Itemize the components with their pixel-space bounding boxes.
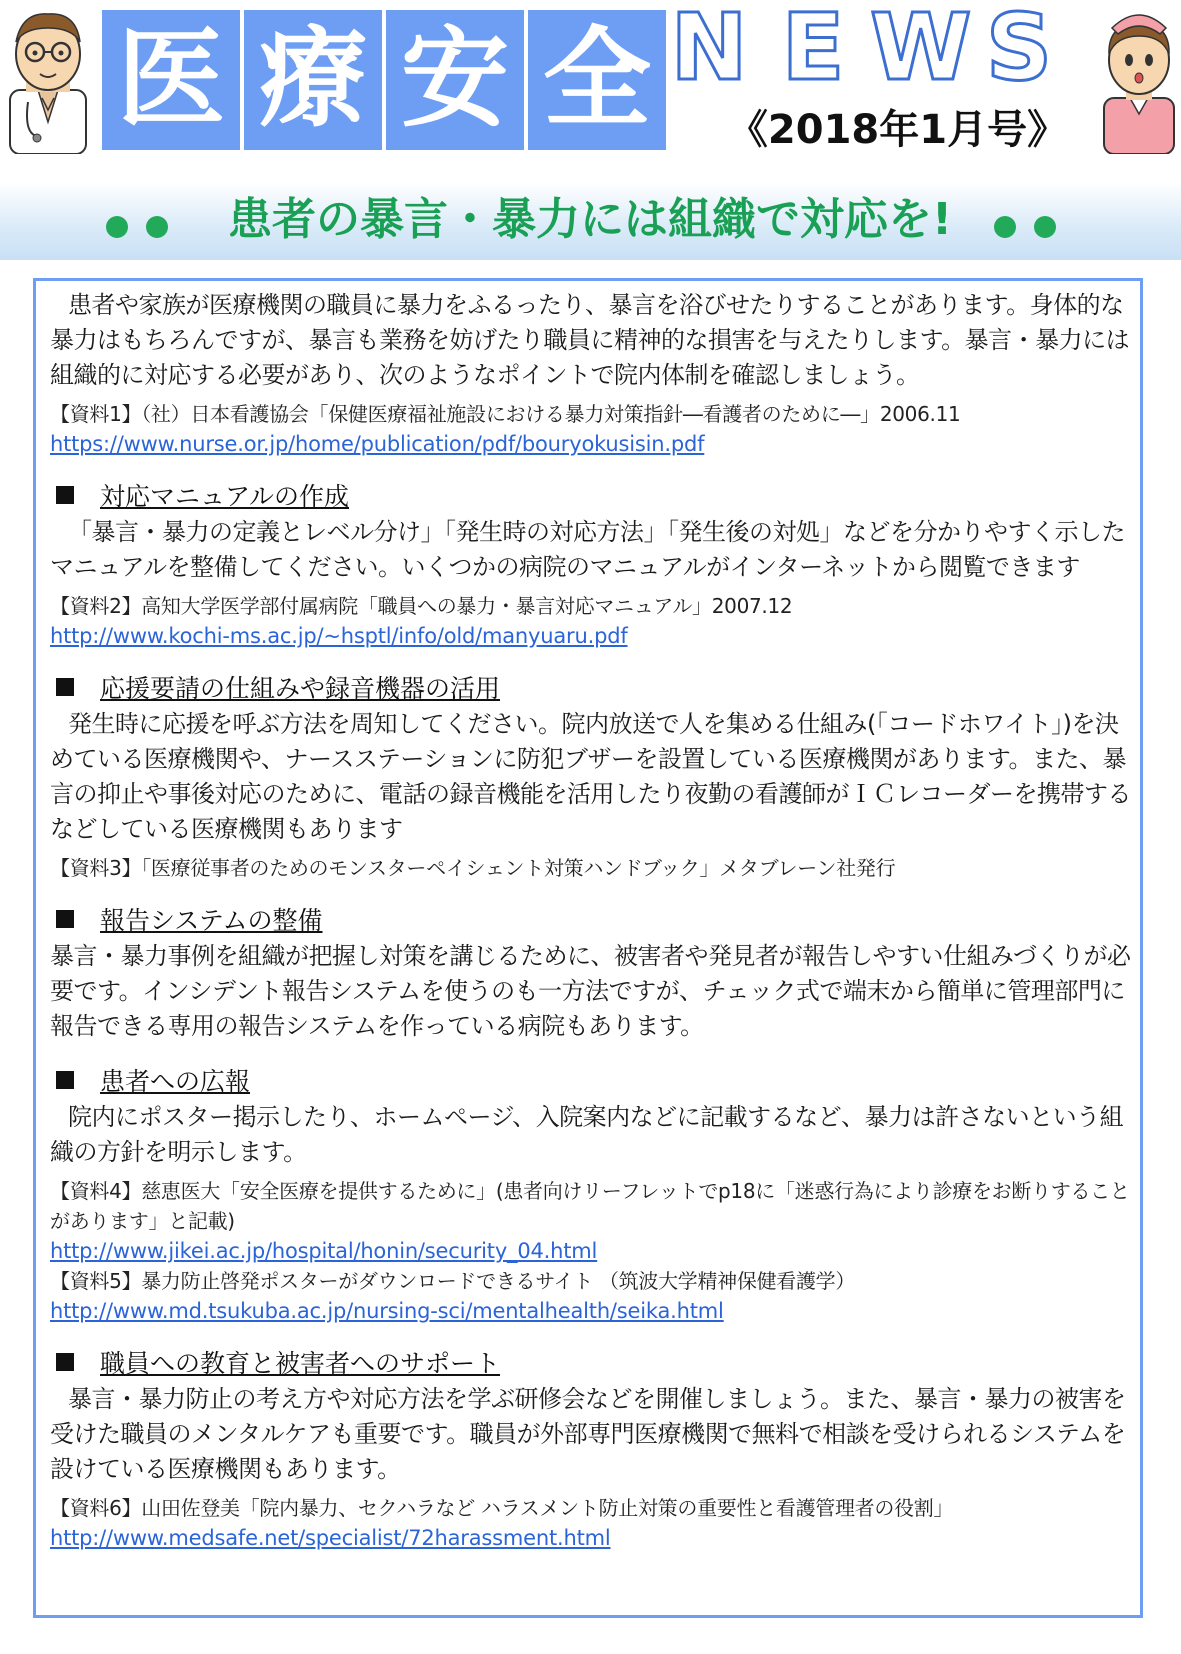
section-heading: [50, 1064, 1140, 1100]
news-letter: E: [772, 2, 854, 94]
dot-icon: [146, 216, 168, 238]
intro-paragraph: 患者や家族が医療機関の職員に暴力をふるったり、暴言を浴びせたりすることがあります。身体的な暴力はもちろんですが、暴言も業務を妨げたり職員に精神的な損害を与えたりします。暴言・暴力には組織的に対応する必要があり、次のようなポイントで院内体制を確認しましょう。: [50, 291, 1130, 389]
reference-link[interactable]: https://www.nurse.or.jp/home/publication/pdf/bouryokusisin.pdf: [50, 432, 705, 456]
square-bullet-icon: [56, 678, 74, 696]
doctor-illustration-icon: [2, 2, 94, 154]
news-letter: W: [870, 0, 972, 101]
dot-icon: [106, 216, 128, 238]
section-heading: [50, 1346, 1140, 1382]
reference-link[interactable]: http://www.kochi-ms.ac.jp/~hsptl/info/old/manyuaru.pdf: [50, 624, 628, 648]
article-body: [50, 288, 1140, 1553]
dot-icon: [1034, 216, 1056, 238]
section-body: 暴言・暴力事例を組織が把握し対策を講じるために、被害者や発見者が報告しやすい仕組みづくりが必要です。インシデント報告システムを使うのも一方法ですが、チェック式で端末から簡単に管理部門に報告できる専用の報告システムを作っている病院もあります。: [50, 942, 1131, 1040]
dot-icon: [994, 216, 1016, 238]
headline: 患者の暴言・暴力には組織で対応を!: [227, 194, 953, 245]
section-title: 職員への教育と被害者へのサポート: [100, 1349, 501, 1378]
section-body: 発生時に応援を呼ぶ方法を周知してください。院内放送で人を集める仕組み(「コードホワイト」)を決めている医療機関や、ナースステーションに防犯ブザーを設置している医療機関があります。また、暴言の抑止や事後対応のために、電話の録音機能を活用したり夜勤の看護師がＩＣレコーダーを携帯するなどしている医療機関もあります: [50, 710, 1131, 843]
square-bullet-icon: [56, 486, 74, 504]
section-body: 「暴言・暴力の定義とレベル分け」「発生時の対応方法」「発生後の対処」などを分かりやすく示したマニュアルを整備してください。いくつかの病院のマニュアルがインターネットから閲覧できます: [50, 518, 1125, 581]
reference-note: 【資料5】暴力防止啓発ポスターがダウンロードできるサイト （筑波大学精神保健看護学）: [50, 1269, 856, 1293]
news-letter: N: [668, 2, 750, 94]
reference-link[interactable]: http://www.jikei.ac.jp/hospital/honin/security_04.html: [50, 1239, 598, 1263]
section-title: 対応マニュアルの作成: [100, 482, 350, 511]
section-title: 応援要請の仕組みや録音機器の活用: [100, 674, 501, 703]
section-heading: [50, 671, 1140, 707]
reference-link[interactable]: http://www.md.tsukuba.ac.jp/nursing-sci/mentalhealth/seika.html: [50, 1299, 724, 1323]
reference-note: 【資料1】（社）日本看護協会「保健医療福祉施設における暴力対策指針―看護者のために―」2006.11: [50, 402, 961, 426]
section-heading: [50, 479, 1140, 515]
title-kanji-box: 療: [244, 10, 382, 150]
square-bullet-icon: [56, 1071, 74, 1089]
title-kanji-box: 全: [528, 10, 666, 150]
reference-note: 【資料3】「医療従事者のためのモンスターペイシェント対策ハンドブック」メタブレーン社発行: [50, 856, 896, 880]
section-body: 院内にポスター掲示したり、ホームページ、入院案内などに記載するなど、暴力は許さないという組織の方針を明示します。: [50, 1103, 1124, 1166]
section-body: 暴言・暴力防止の考え方や対応方法を学ぶ研修会などを開催しましょう。また、暴言・暴力の被害を受けた職員のメンタルケアも重要です。職員が外部専門医療機関で無料で相談を受けられるシステムを設けている医療機関もあります。: [50, 1385, 1126, 1483]
newsletter-header: [0, 0, 1181, 160]
square-bullet-icon: [56, 910, 74, 928]
issue-date: 《2018年1月号》: [727, 107, 1068, 153]
reference-note: 【資料4】慈恵医大「安全医療を提供するために」(患者向けリーフレットでp18に「迷惑行為により診療をお断りすることがあります」と記載): [50, 1179, 1130, 1233]
reference-note: 【資料2】高知大学医学部付属病院「職員への暴力・暴言対応マニュアル」2007.12: [50, 594, 793, 618]
section-title: 報告システムの整備: [100, 906, 323, 935]
title-kanji-box: 医: [102, 10, 240, 150]
reference-link[interactable]: http://www.medsafe.net/specialist/72harassment.html: [50, 1526, 611, 1550]
title-kanji-box: 安: [386, 10, 524, 150]
nurse-illustration-icon: [1098, 2, 1180, 154]
news-letter: S: [978, 2, 1060, 94]
reference-note: 【資料6】山田佐登美「院内暴力、セクハラなど ハラスメント防止対策の重要性と看護管理者の役割」: [50, 1496, 954, 1520]
section-title: 患者への広報: [100, 1067, 251, 1096]
square-bullet-icon: [56, 1353, 74, 1371]
section-heading: [50, 903, 1140, 939]
